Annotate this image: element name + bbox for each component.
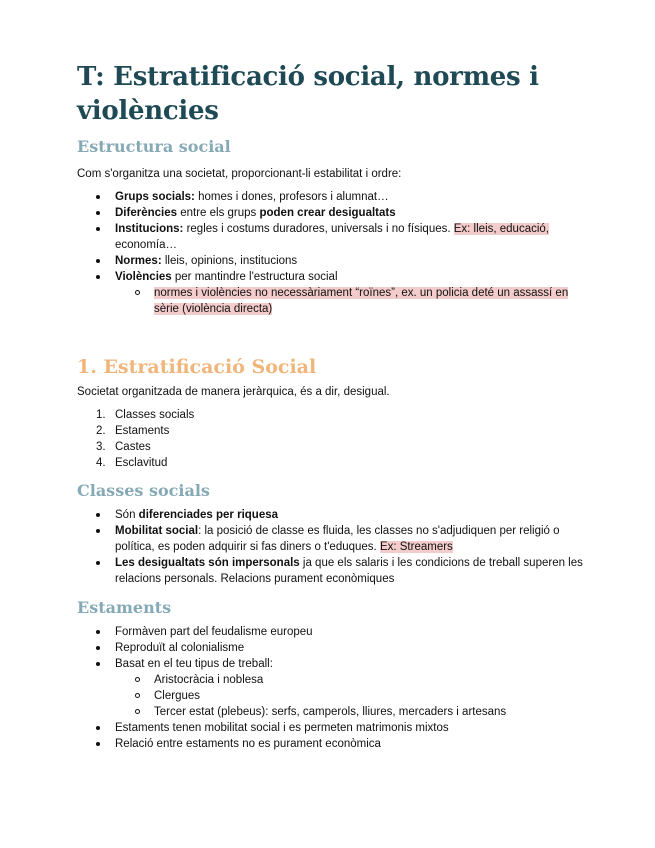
section-estratificacio: [77, 355, 585, 471]
highlighted-text: Ex: Streamers: [379, 541, 453, 553]
sub-list: [115, 672, 585, 720]
list-item: Basat en el teu tipus de treball: Aristocràcia i noblesa Clergues Tercer estat (plebeus): serfs, camperols, lliures, mercaders i artesans: [77, 656, 585, 720]
section-estaments: [77, 597, 585, 752]
list-item: Mobilitat social: la posició de classe es fluida, les classes no s'adjudiquen per religió o política, es poden adquirir si fas diners o t'eduques. Ex: Streamers: [77, 523, 585, 555]
page-title: T: Estratificació social, normes i violències: [77, 62, 539, 126]
heading-classes-socials: Classes socials: [77, 481, 210, 500]
list-item: Són diferenciades per riquesa: [77, 507, 585, 523]
highlighted-text: Ex: lleis, educació,: [453, 223, 549, 235]
estructura-intro: Com s'organitza una societat, proporcionant-li estabilitat i ordre:: [77, 168, 402, 180]
sub-list-item: Aristocràcia i noblesa: [115, 672, 585, 688]
section-estructura-social: [77, 136, 585, 317]
list-item: Relació entre estaments no es purament econòmica: [77, 736, 585, 752]
heading-estructura-social: Estructura social: [77, 137, 231, 156]
sub-list-item: Clergues: [115, 688, 585, 704]
list-item: Violències per mantindre l'estructura social normes i violències no necessàriament “roïnes”, ex. un policia deté un assassí en sèrie (violència directa): [77, 269, 585, 317]
estaments-list: [77, 624, 585, 752]
list-item: Estaments tenen mobilitat social i es permeten matrimonis mixtos: [77, 720, 585, 736]
sub-list: [115, 285, 585, 317]
list-item: 3. Castes: [96, 441, 151, 453]
heading-estratificacio-social: 1. Estratificació Social: [77, 356, 317, 378]
list-item: Les desigualtats són impersonals ja que els salaris i les condicions de treball superen les relacions personals. Relacions purament econòmiques: [77, 555, 585, 587]
heading-estaments: Estaments: [77, 598, 172, 617]
list-item: 2. Estaments: [96, 425, 170, 437]
list-item: Reproduït al colonialisme: [77, 640, 585, 656]
estructura-list: [77, 189, 585, 317]
list-item: Normes: lleis, opinions, institucions: [77, 253, 585, 269]
highlighted-text: normes i violències no necessàriament “roïnes”, ex. un policia deté un assassí en sèrie (violència directa): [154, 287, 569, 315]
sub-list-item: Tercer estat (plebeus): serfs, camperols, lliures, mercaders i artesans: [115, 704, 585, 720]
estratificacio-list: [77, 407, 585, 471]
sub-list-item: [115, 285, 585, 317]
estratificacio-intro: Societat organitzada de manera jeràrquica, és a dir, desigual.: [77, 386, 390, 398]
classes-list: [77, 507, 585, 587]
list-item: Grups socials: homes i dones, profesors i alumnat…: [77, 189, 585, 205]
section-classes-socials: [77, 480, 585, 587]
list-item: Institucions: regles i costums duradores, universals i no físiques. Ex: lleis, educació, economía…: [77, 221, 585, 253]
list-item: 1. Classes socials: [96, 409, 195, 421]
list-item: Formàven part del feudalisme europeu: [77, 624, 585, 640]
list-item: 4. Esclavitud: [96, 457, 168, 469]
list-item: Diferències entre els grups poden crear desigualtats: [77, 205, 585, 221]
